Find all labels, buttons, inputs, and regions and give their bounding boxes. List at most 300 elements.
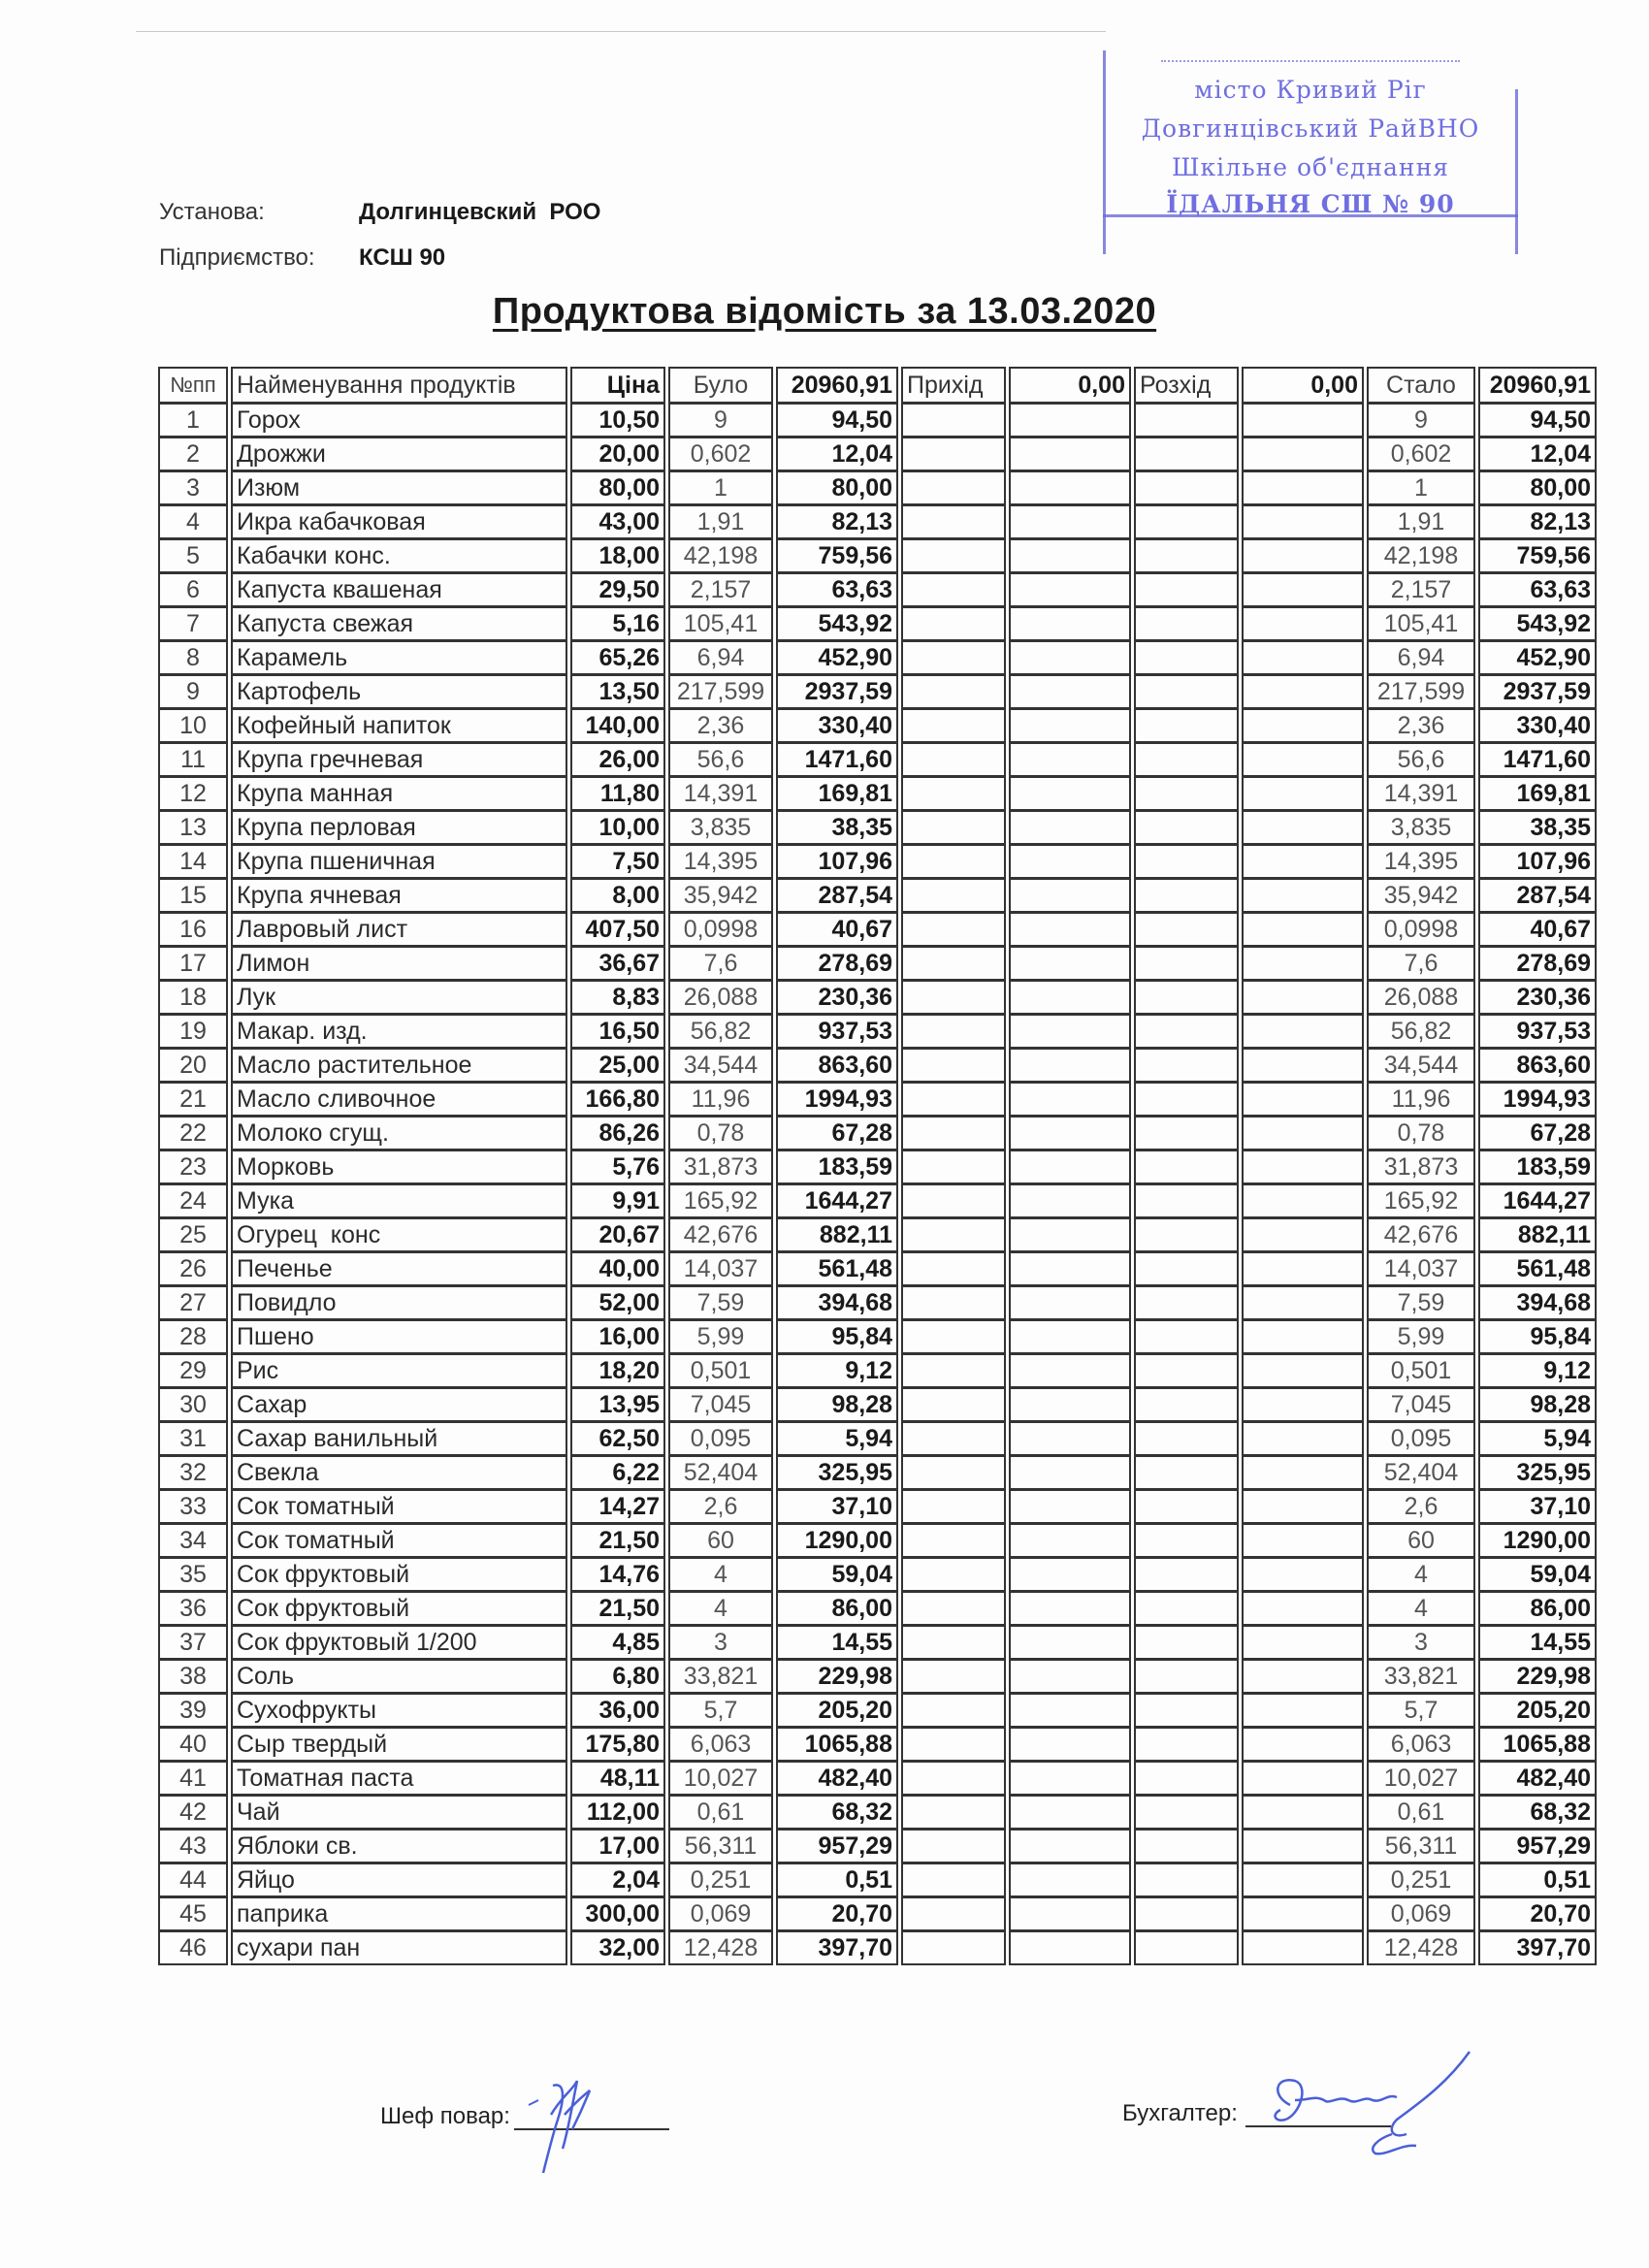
became-qty-cell: 1,91 (1367, 505, 1475, 539)
was-sum-cell: 59,04 (776, 1558, 898, 1592)
was-qty-cell: 0,602 (668, 437, 773, 471)
was-sum-cell: 482,40 (776, 1762, 898, 1796)
table-row (158, 1897, 1597, 1931)
product-name-cell: Сок фруктовый (231, 1558, 567, 1592)
was-qty-cell: 56,6 (668, 743, 773, 777)
became-sum-cell: 38,35 (1478, 811, 1597, 845)
expense-sum-cell (1242, 947, 1364, 981)
expense-qty-cell (1134, 675, 1239, 709)
product-price-cell: 407,50 (570, 913, 665, 947)
expense-sum-cell (1242, 1931, 1364, 1965)
income-sum-cell (1009, 1728, 1131, 1762)
product-name-cell: Сок томатный (231, 1524, 567, 1558)
became-sum-cell: 863,60 (1478, 1049, 1597, 1083)
income-sum-cell (1009, 1830, 1131, 1863)
product-name-cell: Сок томатный (231, 1490, 567, 1524)
income-qty-cell (901, 1422, 1006, 1456)
product-name-cell: Сахар (231, 1388, 567, 1422)
was-sum-cell: 67,28 (776, 1117, 898, 1150)
product-price-cell: 29,50 (570, 573, 665, 607)
was-sum-cell: 759,56 (776, 539, 898, 573)
was-sum-cell: 543,92 (776, 607, 898, 641)
product-price-cell: 26,00 (570, 743, 665, 777)
was-qty-cell: 12,428 (668, 1931, 773, 1965)
was-sum-cell: 863,60 (776, 1049, 898, 1083)
became-qty-cell: 56,82 (1367, 1015, 1475, 1049)
became-qty-cell: 14,391 (1367, 777, 1475, 811)
income-qty-cell (901, 1728, 1006, 1762)
income-sum-cell (1009, 1184, 1131, 1218)
became-sum-cell: 2937,59 (1478, 675, 1597, 709)
was-qty-cell: 5,99 (668, 1320, 773, 1354)
expense-qty-cell (1134, 709, 1239, 743)
product-price-cell: 166,80 (570, 1083, 665, 1117)
row-number-cell: 40 (158, 1728, 228, 1762)
expense-qty-cell (1134, 1354, 1239, 1388)
became-qty-cell: 217,599 (1367, 675, 1475, 709)
income-sum-cell (1009, 1931, 1131, 1965)
income-qty-cell (901, 505, 1006, 539)
became-qty-cell: 31,873 (1367, 1150, 1475, 1184)
expense-qty-cell (1134, 1592, 1239, 1626)
was-qty-cell: 42,676 (668, 1218, 773, 1252)
row-number-cell: 37 (158, 1626, 228, 1660)
expense-sum-cell (1242, 1388, 1364, 1422)
row-number-cell: 11 (158, 743, 228, 777)
expense-qty-cell (1134, 1286, 1239, 1320)
product-price-cell: 80,00 (570, 471, 665, 505)
became-sum-cell: 59,04 (1478, 1558, 1597, 1592)
product-price-cell: 20,00 (570, 437, 665, 471)
accountant-label: Бухгалтер: (1122, 2100, 1238, 2126)
expense-sum-cell (1242, 471, 1364, 505)
row-number-cell: 43 (158, 1830, 228, 1863)
income-sum-cell (1009, 1320, 1131, 1354)
expense-qty-cell (1134, 981, 1239, 1015)
product-name-cell: Огурец конс (231, 1218, 567, 1252)
product-price-cell: 13,95 (570, 1388, 665, 1422)
product-price-cell: 11,80 (570, 777, 665, 811)
row-number-cell: 2 (158, 437, 228, 471)
income-sum-cell (1009, 1694, 1131, 1728)
official-stamp (1103, 50, 1518, 254)
income-sum-cell (1009, 1524, 1131, 1558)
income-sum-cell (1009, 607, 1131, 641)
income-sum-cell (1009, 1083, 1131, 1117)
became-sum-cell: 98,28 (1478, 1388, 1597, 1422)
table-row (158, 1626, 1597, 1660)
table-row (158, 947, 1597, 981)
became-qty-cell: 12,428 (1367, 1931, 1475, 1965)
product-price-cell: 5,16 (570, 607, 665, 641)
product-name-cell: Крупа перловая (231, 811, 567, 845)
was-sum-cell: 229,98 (776, 1660, 898, 1694)
product-price-cell: 6,22 (570, 1456, 665, 1490)
expense-qty-cell (1134, 1218, 1239, 1252)
was-qty-cell: 4 (668, 1558, 773, 1592)
became-sum-cell: 230,36 (1478, 981, 1597, 1015)
table-row (158, 709, 1597, 743)
table-row (158, 1150, 1597, 1184)
became-qty-cell: 2,157 (1367, 573, 1475, 607)
was-sum-cell: 86,00 (776, 1592, 898, 1626)
table-row (158, 675, 1597, 709)
became-qty-cell: 9 (1367, 404, 1475, 437)
product-price-cell: 6,80 (570, 1660, 665, 1694)
expense-qty-cell (1134, 471, 1239, 505)
expense-qty-cell (1134, 1931, 1239, 1965)
expense-sum-cell (1242, 1252, 1364, 1286)
row-number-cell: 33 (158, 1490, 228, 1524)
table-row (158, 1422, 1597, 1456)
was-sum-cell: 68,32 (776, 1796, 898, 1830)
income-qty-cell (901, 404, 1006, 437)
product-price-cell: 10,00 (570, 811, 665, 845)
became-qty-cell: 26,088 (1367, 981, 1475, 1015)
table-row (158, 1320, 1597, 1354)
product-name-cell: Томатная паста (231, 1762, 567, 1796)
was-qty-cell: 0,095 (668, 1422, 773, 1456)
income-sum-cell (1009, 1252, 1131, 1286)
was-qty-cell: 14,037 (668, 1252, 773, 1286)
expense-qty-cell (1134, 913, 1239, 947)
expense-sum-cell (1242, 743, 1364, 777)
became-sum-cell: 330,40 (1478, 709, 1597, 743)
was-sum-cell: 1994,93 (776, 1083, 898, 1117)
expense-sum-cell (1242, 777, 1364, 811)
product-price-cell: 36,00 (570, 1694, 665, 1728)
product-name-cell: Крупа гречневая (231, 743, 567, 777)
became-sum-cell: 80,00 (1478, 471, 1597, 505)
product-name-cell: сухари пан (231, 1931, 567, 1965)
income-sum-cell (1009, 981, 1131, 1015)
was-sum-cell: 5,94 (776, 1422, 898, 1456)
row-number-cell: 36 (158, 1592, 228, 1626)
income-sum-cell (1009, 1762, 1131, 1796)
table-row (158, 1218, 1597, 1252)
income-qty-cell (901, 1150, 1006, 1184)
expense-qty-cell (1134, 777, 1239, 811)
product-name-cell: Икра кабачковая (231, 505, 567, 539)
was-sum-cell: 0,51 (776, 1863, 898, 1897)
became-sum-cell: 94,50 (1478, 404, 1597, 437)
expense-sum-cell (1242, 1694, 1364, 1728)
became-sum-cell: 20,70 (1478, 1897, 1597, 1931)
product-price-cell: 16,50 (570, 1015, 665, 1049)
was-qty-cell: 2,36 (668, 709, 773, 743)
income-qty-cell (901, 947, 1006, 981)
was-qty-cell: 35,942 (668, 879, 773, 913)
row-number-cell: 32 (158, 1456, 228, 1490)
row-number-cell: 27 (158, 1286, 228, 1320)
product-name-cell: Макар. изд. (231, 1015, 567, 1049)
income-sum-cell (1009, 777, 1131, 811)
income-qty-cell (901, 1117, 1006, 1150)
table-row (158, 641, 1597, 675)
expense-sum-cell (1242, 675, 1364, 709)
product-name-cell: Печенье (231, 1252, 567, 1286)
expense-sum-cell (1242, 1150, 1364, 1184)
was-qty-cell: 217,599 (668, 675, 773, 709)
was-sum-cell: 330,40 (776, 709, 898, 743)
was-sum-cell: 38,35 (776, 811, 898, 845)
expense-qty-cell (1134, 1184, 1239, 1218)
expense-qty-cell (1134, 1015, 1239, 1049)
income-qty-cell (901, 1015, 1006, 1049)
expense-qty-cell (1134, 573, 1239, 607)
became-qty-cell: 4 (1367, 1592, 1475, 1626)
was-qty-cell: 9 (668, 404, 773, 437)
became-sum-cell: 9,12 (1478, 1354, 1597, 1388)
product-price-cell: 140,00 (570, 709, 665, 743)
was-sum-cell: 82,13 (776, 505, 898, 539)
became-sum-cell: 957,29 (1478, 1830, 1597, 1863)
income-qty-cell (901, 1863, 1006, 1897)
col-header-expense: Розхід (1134, 367, 1239, 404)
stamp-line-canteen: ЇДАЛЬНЯ СШ № 90 (1166, 190, 1455, 218)
product-price-cell: 2,04 (570, 1863, 665, 1897)
was-qty-cell: 56,311 (668, 1830, 773, 1863)
became-qty-cell: 56,6 (1367, 743, 1475, 777)
expense-sum-cell (1242, 845, 1364, 879)
expense-sum-cell (1242, 1592, 1364, 1626)
was-sum-cell: 107,96 (776, 845, 898, 879)
product-price-cell: 5,76 (570, 1150, 665, 1184)
income-qty-cell (901, 811, 1006, 845)
product-price-cell: 18,00 (570, 539, 665, 573)
income-qty-cell (901, 1083, 1006, 1117)
was-qty-cell: 14,395 (668, 845, 773, 879)
product-price-cell: 14,27 (570, 1490, 665, 1524)
row-number-cell: 22 (158, 1117, 228, 1150)
table-row (158, 1558, 1597, 1592)
product-name-cell: Масло растительное (231, 1049, 567, 1083)
became-qty-cell: 2,36 (1367, 709, 1475, 743)
row-number-cell: 16 (158, 913, 228, 947)
enterprise-row (159, 244, 445, 272)
col-header-was-total: 20960,91 (776, 367, 898, 404)
became-sum-cell: 287,54 (1478, 879, 1597, 913)
table-row (158, 1796, 1597, 1830)
income-qty-cell (901, 777, 1006, 811)
expense-sum-cell (1242, 641, 1364, 675)
became-sum-cell: 63,63 (1478, 573, 1597, 607)
was-sum-cell: 2937,59 (776, 675, 898, 709)
product-name-cell: Масло сливочное (231, 1083, 567, 1117)
income-sum-cell (1009, 1388, 1131, 1422)
table-row (158, 1728, 1597, 1762)
was-sum-cell: 957,29 (776, 1830, 898, 1863)
expense-qty-cell (1134, 1388, 1239, 1422)
expense-sum-cell (1242, 505, 1364, 539)
income-sum-cell (1009, 471, 1131, 505)
row-number-cell: 26 (158, 1252, 228, 1286)
enterprise-value: КСШ 90 (359, 244, 446, 271)
became-sum-cell: 394,68 (1478, 1286, 1597, 1320)
was-qty-cell: 2,6 (668, 1490, 773, 1524)
expense-qty-cell (1134, 641, 1239, 675)
expense-sum-cell (1242, 1049, 1364, 1083)
expense-sum-cell (1242, 1456, 1364, 1490)
expense-qty-cell (1134, 879, 1239, 913)
row-number-cell: 14 (158, 845, 228, 879)
stamp-faded-line (1161, 60, 1460, 63)
was-sum-cell: 183,59 (776, 1150, 898, 1184)
row-number-cell: 23 (158, 1150, 228, 1184)
expense-sum-cell (1242, 437, 1364, 471)
expense-qty-cell (1134, 539, 1239, 573)
row-number-cell: 46 (158, 1931, 228, 1965)
expense-sum-cell (1242, 404, 1364, 437)
became-sum-cell: 482,40 (1478, 1762, 1597, 1796)
product-name-cell: Сок фруктовый 1/200 (231, 1626, 567, 1660)
product-price-cell: 9,91 (570, 1184, 665, 1218)
was-qty-cell: 10,027 (668, 1762, 773, 1796)
expense-sum-cell (1242, 1558, 1364, 1592)
col-header-expense-total: 0,00 (1242, 367, 1364, 404)
income-qty-cell (901, 1524, 1006, 1558)
income-qty-cell (901, 743, 1006, 777)
was-qty-cell: 6,063 (668, 1728, 773, 1762)
expense-qty-cell (1134, 1897, 1239, 1931)
became-qty-cell: 33,821 (1367, 1660, 1475, 1694)
was-qty-cell: 7,045 (668, 1388, 773, 1422)
income-qty-cell (901, 641, 1006, 675)
row-number-cell: 29 (158, 1354, 228, 1388)
product-price-cell: 52,00 (570, 1286, 665, 1320)
table-row (158, 845, 1597, 879)
product-name-cell: Сыр твердый (231, 1728, 567, 1762)
income-sum-cell (1009, 1218, 1131, 1252)
became-qty-cell: 14,037 (1367, 1252, 1475, 1286)
became-sum-cell: 68,32 (1478, 1796, 1597, 1830)
was-sum-cell: 1290,00 (776, 1524, 898, 1558)
expense-sum-cell (1242, 1524, 1364, 1558)
was-sum-cell: 394,68 (776, 1286, 898, 1320)
became-sum-cell: 229,98 (1478, 1660, 1597, 1694)
became-sum-cell: 169,81 (1478, 777, 1597, 811)
income-sum-cell (1009, 1592, 1131, 1626)
table-row (158, 811, 1597, 845)
table-row (158, 437, 1597, 471)
table-row (158, 743, 1597, 777)
was-sum-cell: 95,84 (776, 1320, 898, 1354)
row-number-cell: 39 (158, 1694, 228, 1728)
became-qty-cell: 7,59 (1367, 1286, 1475, 1320)
product-name-cell: Лук (231, 981, 567, 1015)
expense-qty-cell (1134, 1558, 1239, 1592)
became-sum-cell: 561,48 (1478, 1252, 1597, 1286)
row-number-cell: 17 (158, 947, 228, 981)
income-sum-cell (1009, 1354, 1131, 1388)
table-row (158, 1388, 1597, 1422)
income-qty-cell (901, 1897, 1006, 1931)
income-sum-cell (1009, 505, 1131, 539)
product-price-cell: 13,50 (570, 675, 665, 709)
expense-qty-cell (1134, 1762, 1239, 1796)
income-qty-cell (901, 1184, 1006, 1218)
became-sum-cell: 107,96 (1478, 845, 1597, 879)
product-name-cell: Яйцо (231, 1863, 567, 1897)
expense-qty-cell (1134, 1728, 1239, 1762)
became-qty-cell: 0,501 (1367, 1354, 1475, 1388)
expense-qty-cell (1134, 505, 1239, 539)
became-sum-cell: 543,92 (1478, 607, 1597, 641)
row-number-cell: 24 (158, 1184, 228, 1218)
was-qty-cell: 7,6 (668, 947, 773, 981)
product-name-cell: Яблоки св. (231, 1830, 567, 1863)
product-name-cell: Дрожжи (231, 437, 567, 471)
became-qty-cell: 60 (1367, 1524, 1475, 1558)
table-header-row (158, 367, 1597, 404)
table-row (158, 1762, 1597, 1796)
income-sum-cell (1009, 1558, 1131, 1592)
was-qty-cell: 3,835 (668, 811, 773, 845)
was-qty-cell: 33,821 (668, 1660, 773, 1694)
income-qty-cell (901, 1490, 1006, 1524)
stamp-line-school-association: Шкільне об'єднання (1171, 153, 1450, 181)
became-qty-cell: 10,027 (1367, 1762, 1475, 1796)
table-row (158, 777, 1597, 811)
expense-sum-cell (1242, 1015, 1364, 1049)
row-number-cell: 15 (158, 879, 228, 913)
income-sum-cell (1009, 1422, 1131, 1456)
expense-sum-cell (1242, 1897, 1364, 1931)
became-sum-cell: 14,55 (1478, 1626, 1597, 1660)
was-sum-cell: 1471,60 (776, 743, 898, 777)
expense-qty-cell (1134, 1796, 1239, 1830)
became-qty-cell: 1 (1367, 471, 1475, 505)
row-number-cell: 3 (158, 471, 228, 505)
became-qty-cell: 0,61 (1367, 1796, 1475, 1830)
table-row (158, 607, 1597, 641)
expense-sum-cell (1242, 1354, 1364, 1388)
became-sum-cell: 86,00 (1478, 1592, 1597, 1626)
income-qty-cell (901, 1456, 1006, 1490)
table-row (158, 913, 1597, 947)
income-qty-cell (901, 675, 1006, 709)
income-qty-cell (901, 1320, 1006, 1354)
was-qty-cell: 52,404 (668, 1456, 773, 1490)
product-name-cell: Капуста свежая (231, 607, 567, 641)
product-name-cell: Мука (231, 1184, 567, 1218)
table-row (158, 1015, 1597, 1049)
expense-sum-cell (1242, 1218, 1364, 1252)
was-sum-cell: 63,63 (776, 573, 898, 607)
was-sum-cell: 882,11 (776, 1218, 898, 1252)
product-name-cell: Повидло (231, 1286, 567, 1320)
chef-label: Шеф повар: (380, 2103, 510, 2129)
income-qty-cell (901, 573, 1006, 607)
table-row (158, 1931, 1597, 1965)
product-name-cell: Сахар ванильный (231, 1422, 567, 1456)
income-qty-cell (901, 1931, 1006, 1965)
product-price-cell: 21,50 (570, 1524, 665, 1558)
income-qty-cell (901, 1049, 1006, 1083)
row-number-cell: 30 (158, 1388, 228, 1422)
product-name-cell: Рис (231, 1354, 567, 1388)
was-sum-cell: 80,00 (776, 471, 898, 505)
was-qty-cell: 42,198 (668, 539, 773, 573)
product-name-cell: Кофейный напиток (231, 709, 567, 743)
row-number-cell: 6 (158, 573, 228, 607)
income-qty-cell (901, 1626, 1006, 1660)
income-sum-cell (1009, 1490, 1131, 1524)
income-sum-cell (1009, 1796, 1131, 1830)
expense-sum-cell (1242, 1863, 1364, 1897)
table-row (158, 505, 1597, 539)
expense-sum-cell (1242, 913, 1364, 947)
